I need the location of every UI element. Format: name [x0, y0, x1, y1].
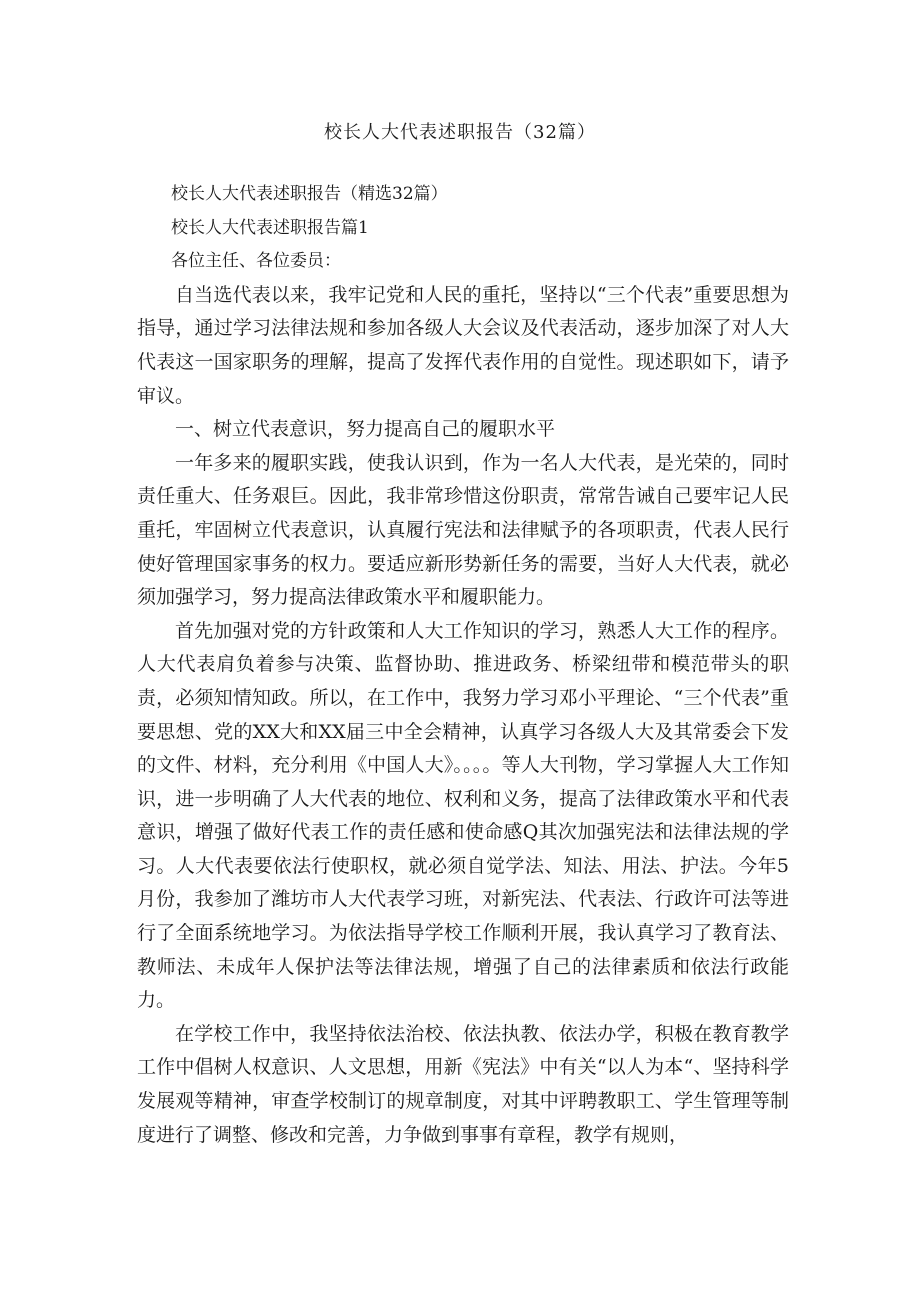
subtitle-paragraph: 校长人大代表述职报告（精选32篇） — [171, 184, 448, 204]
section-heading: 校长人大代表述职报告篇1 — [171, 217, 369, 238]
document-title: 校长人大代表述职报告（32篇） — [324, 122, 596, 143]
body-paragraph: 首先加强对党的方针政策和人大工作知识的学习，熟悉人大工作的程序。人大代表肩负着参与决策、监督协助、推进政务、桥梁纽带和模范带头的职责，必须知情知政。所以，在工作中，我努力学习邓小平理论、“三个代表”重要思想、党的XX大和XX届三中全会精神，认真学习各级人大及其常委会下发的文件、材料，充分利用《中国人大》。。。。等人大刊物，学习掌握人大工作知识，进一步明确了人大代表的地位、权利和义务，提高了法律政策水平和代表意识，增强了做好代表工作的责任感和使命感Q其次加强宪法和法律法规的学习。人大代表要依法行使职权，就必须自觉学法、知法、用法、护法。今年5月份，我参加了潍坊市人大代表学习班，对新宪法、代表法、行政许可法等进行了全面系统地学习。为依法指导学校工作顺利开展，我认真学习了教育法、教师法、未成年人保护法等法律法规，增强了自己的法律素质和依法行政能力。 — [137, 619, 789, 1012]
salutation-paragraph: 各位主任、各位委员： — [171, 251, 341, 272]
body-paragraph: 自当选代表以来，我牢记党和人民的重托，坚持以“三个代表”重要思想为指导，通过学习法律法规和参加各级人大会议及代表活动，逐步加深了对人大代表这一国家职务的理解，提高了发挥代表作用的自觉性。现述职如下，请予审议。 — [137, 283, 789, 407]
body-paragraph: 在学校工作中，我坚持依法治校、依法执教、依法办学，积极在教育教学工作中倡树人权意识、人文思想，用新《宪法》中有关“以人为本“、坚持科学发展观等精神，审查学校制订的规章制度，对其中评聘教职工、学生管理等制度进行了调整、修改和完善，力争做到事事有章程，教学有规则， — [137, 1022, 789, 1146]
body-paragraph: 一年多来的履职实践，使我认识到，作为一名人大代表，是光荣的，同时责任重大、任务艰巨。因此，我非常珍惜这份职责，常常告诫自己要牢记人民重托，牢固树立代表意识，认真履行宪法和法律赋予的各项职责，代表人民行使好管理国家事务的权力。要适应新形势新任务的需要，当好人大代表，就必须加强学习，努力提高法律政策水平和履职能力。 — [137, 451, 789, 609]
subsection-heading: 一、树立代表意识，努力提高自己的履职水平 — [175, 418, 556, 441]
document-body — [137, 178, 789, 1152]
